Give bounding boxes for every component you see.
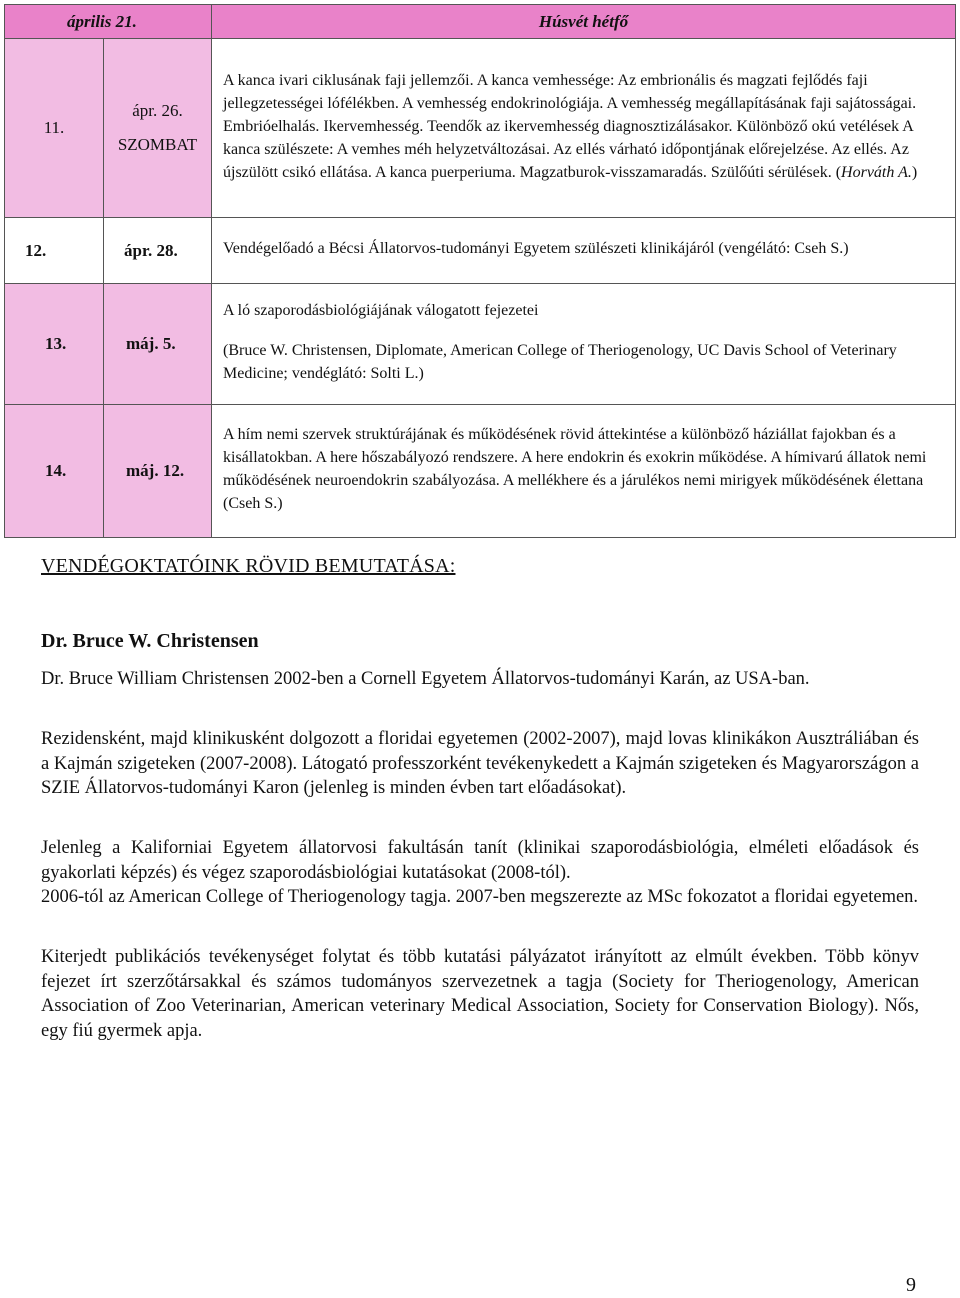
row-number: 12. xyxy=(5,218,104,284)
row-number: 13. xyxy=(5,284,104,405)
guest-name: Dr. Bruce W. Christensen xyxy=(41,630,259,652)
bio-paragraph: Dr. Bruce William Christensen 2002-ben a Cornell Egyetem Állatorvos-tudományi Karán, az USA-ban. xyxy=(41,669,810,689)
row-description xyxy=(212,39,956,218)
header-holiday: Húsvét hétfő xyxy=(212,5,956,39)
schedule-header-row xyxy=(5,5,956,39)
row-description: Vendégelőadó a Bécsi Állatorvos-tudományi Egyetem szülészeti klinikájáról (vengélátó: Cseh S.) xyxy=(212,218,956,284)
schedule-row xyxy=(5,284,956,405)
row-text: (Bruce W. Christensen, Diplomate, American College of Theriogenology, UC Davis School of Veterinary Medicine; vendéglátó: Solti L.) xyxy=(223,342,897,382)
row-number: 14. xyxy=(5,405,104,538)
schedule-table xyxy=(4,4,956,538)
row-close: ) xyxy=(911,163,918,181)
page-number: 9 xyxy=(906,1274,916,1296)
row-lecturer: Horváth A. xyxy=(841,163,912,181)
row-date: ápr. 26. xyxy=(132,101,183,120)
schedule-row xyxy=(5,405,956,538)
bio-paragraph: Jelenleg a Kaliforniai Egyetem állatorvosi fakultásán tanít (klinikai szaporodásbiológia, elméleti előadások és gyakorlati képzés) és végez szaporodásbiológiai kutatásokat (2008-tól). xyxy=(41,838,919,883)
header-date: április 21. xyxy=(5,5,212,39)
row-number: 11. xyxy=(5,39,104,218)
row-description xyxy=(212,284,956,405)
bio-paragraph: 2006-tól az American College of Theriogenology tagja. 2007-ben megszerezte az MSc fokozatot a floridai egyetemen. xyxy=(41,887,919,907)
row-date: máj. 12. xyxy=(104,405,212,538)
bio-paragraph: Kiterjedt publikációs tevékenységet folytat és több kutatási pályázatot irányított az elmúlt években. Több könyv fejezet írt szerzőtársakkal és számos tudományos szervezetnek a tagja (Society for Theriogenology, American Association of Zoo Veterinarian, American veterinary Medical Association, Society for Conservation Biology). Nős, egy fiú gyermek apja. xyxy=(41,947,919,1041)
row-date: máj. 5. xyxy=(104,284,212,405)
schedule-row xyxy=(5,39,956,218)
row-date: ápr. 28. xyxy=(104,218,212,284)
row-day: SZOMBAT xyxy=(117,135,198,154)
schedule-row xyxy=(5,218,956,284)
row-date-cell xyxy=(104,39,212,218)
section-title: VENDÉGOKTATÓINK RÖVID BEMUTATÁSA: xyxy=(41,555,456,577)
bio-paragraph: Rezidensként, majd klinikusként dolgozott a floridai egyetemen (2002-2007), majd lovas klinikákon Ausztráliában és a Kajmán szigeteken (2007-2008). Látogató professzorként tevékenykedett a Kajmán szigeteken és Magyarországon a SZIE Állatorvos-tudományi Karon (jelenleg is minden évben tart előadásokat). xyxy=(41,729,919,798)
row-title: A ló szaporodásbiológiájának válogatott fejezetei xyxy=(223,302,539,319)
row-text: A kanca ivari ciklusának faji jellemzői. A kanca vemhessége: Az embrionális és magzati fejlődés faji jellegzetességei lófélékben. A vemhesség endokrinológiája. A vemhesség megállapításának faji sajátosságai. Embrióelhalás. Ikervemhesség. Teendők az ikervemhesség diagnosztizálásakor. Különböző okú vetélések A kanca szülészete: A vemhes méh helyzetváltozásai. Az ellés várható időpontjának előrejelzése. Az ellés. Az újszülött csikó ellátása. A kanca puerperiuma. Magzatburok-visszamaradás. Szülőúti sérülések. ( xyxy=(223,71,917,181)
row-description: A hím nemi szervek struktúrájának és működésének rövid áttekintése a különböző háziállat fajokban és a kisállatokban. A here hőszabályozó rendszere. A here endokrin és exokrin működése. A hímivarú állatok nemi működésének neuroendokrin szabályozása. A mellékhere és a járulékos nemi mirigyek működésének élettana (Cseh S.) xyxy=(212,405,956,538)
